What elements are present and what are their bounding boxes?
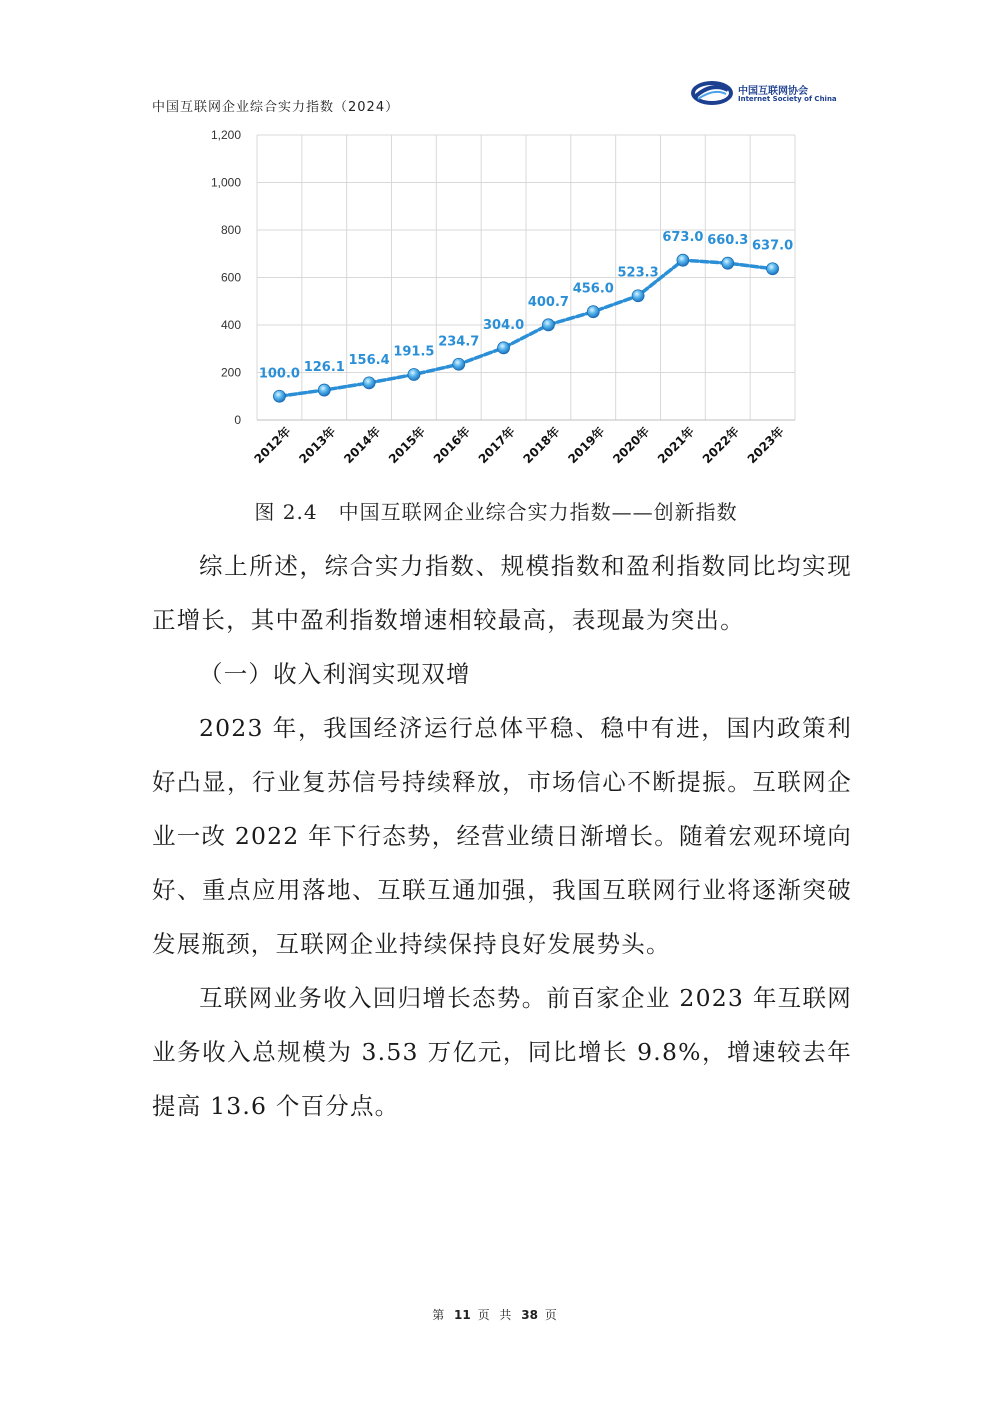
chart-axes [211, 128, 795, 466]
x-tick-label: 2021年 [655, 424, 698, 467]
y-tick-label: 1,200 [210, 128, 241, 142]
data-label: 637.0 [752, 238, 794, 254]
x-tick-label: 2019年 [565, 424, 608, 467]
y-tick-label: 200 [220, 365, 241, 380]
x-tick-label: 2012年 [251, 424, 294, 467]
paragraph-revenue: 互联网业务收入回归增长态势。前百家企业 2023 年互联网业务收入总规模为 3.53 万亿元，同比增长 9.8%，增速较去年提高 13.6 个百分点。 [152, 984, 852, 1120]
chart-grid [257, 135, 795, 420]
x-tick-label: 2015年 [386, 424, 429, 467]
data-label: 304.0 [483, 317, 525, 333]
x-tick-label: 2020年 [610, 424, 653, 467]
page-header-title: 中国互联网企业综合实力指数（2024） [152, 100, 400, 115]
data-point [273, 390, 285, 402]
isc-logo [690, 80, 837, 110]
data-label: 191.5 [393, 344, 435, 360]
paragraph-economy: 2023 年，我国经济运行总体平稳、稳中有进，国内政策利好凸显，行业复苏信号持续释放，市场信心不断提振。互联网企业一改 2022 年下行态势，经营业绩日渐增长。随着宏观环境向好、重点应用落地、互联互通加强，我国互联网行业将逐渐突破发展瓶颈，互联网企业持续保持良好发展势头。 [152, 714, 852, 958]
data-label: 400.7 [527, 294, 569, 310]
figure-caption: 图 2.4 中国互联网企业综合实力指数——创新指数 [254, 500, 738, 524]
data-point [408, 369, 420, 381]
footer-suffix: 页 [544, 1308, 560, 1322]
innovation-index-chart [195, 120, 805, 490]
logo-text-cn: 中国互联网协会 [738, 86, 808, 97]
data-point [542, 319, 554, 331]
data-label: 673.0 [662, 230, 704, 246]
x-tick-label: 2022年 [699, 424, 742, 467]
data-label: 156.4 [348, 352, 390, 368]
x-tick-label: 2018年 [520, 424, 563, 467]
y-tick-label: 800 [220, 223, 241, 237]
footer-prefix: 第 [432, 1308, 448, 1322]
data-point [722, 257, 734, 269]
y-tick-label: 400 [220, 318, 241, 332]
data-point [632, 290, 644, 302]
footer-middle: 页 共 [477, 1308, 515, 1322]
y-tick-label: 600 [220, 270, 241, 285]
data-point [318, 384, 330, 396]
y-tick-label: 0 [234, 413, 241, 427]
section-heading: （一）收入利润实现双增 [199, 660, 471, 688]
data-label: 660.3 [707, 233, 749, 249]
data-label: 456.0 [572, 281, 614, 297]
data-point [587, 306, 599, 318]
globe-logo-icon [690, 80, 734, 106]
data-point [498, 342, 510, 354]
data-point [453, 358, 465, 370]
y-tick-label: 1,000 [210, 175, 241, 190]
data-label: 523.3 [617, 265, 659, 281]
data-label: 234.7 [438, 334, 480, 350]
data-point [767, 263, 779, 275]
data-label: 126.1 [303, 360, 345, 376]
footer-total-pages: 38 [521, 1308, 538, 1322]
x-tick-label: 2017年 [475, 424, 518, 467]
page-footer [0, 1306, 992, 1323]
x-tick-label: 2013年 [296, 424, 339, 467]
data-point [677, 254, 689, 266]
logo-text-en: Internet Society of China [738, 95, 837, 103]
x-tick-label: 2014年 [341, 424, 384, 467]
footer-page-number: 11 [454, 1308, 471, 1322]
data-label: 100.0 [258, 366, 300, 382]
x-tick-label: 2023年 [744, 424, 787, 467]
data-point [363, 377, 375, 389]
x-tick-label: 2016年 [430, 424, 473, 467]
paragraph-summary: 综上所述，综合实力指数、规模指数和盈利指数同比均实现正增长，其中盈利指数增速相较最高，表现最为突出。 [152, 552, 852, 634]
